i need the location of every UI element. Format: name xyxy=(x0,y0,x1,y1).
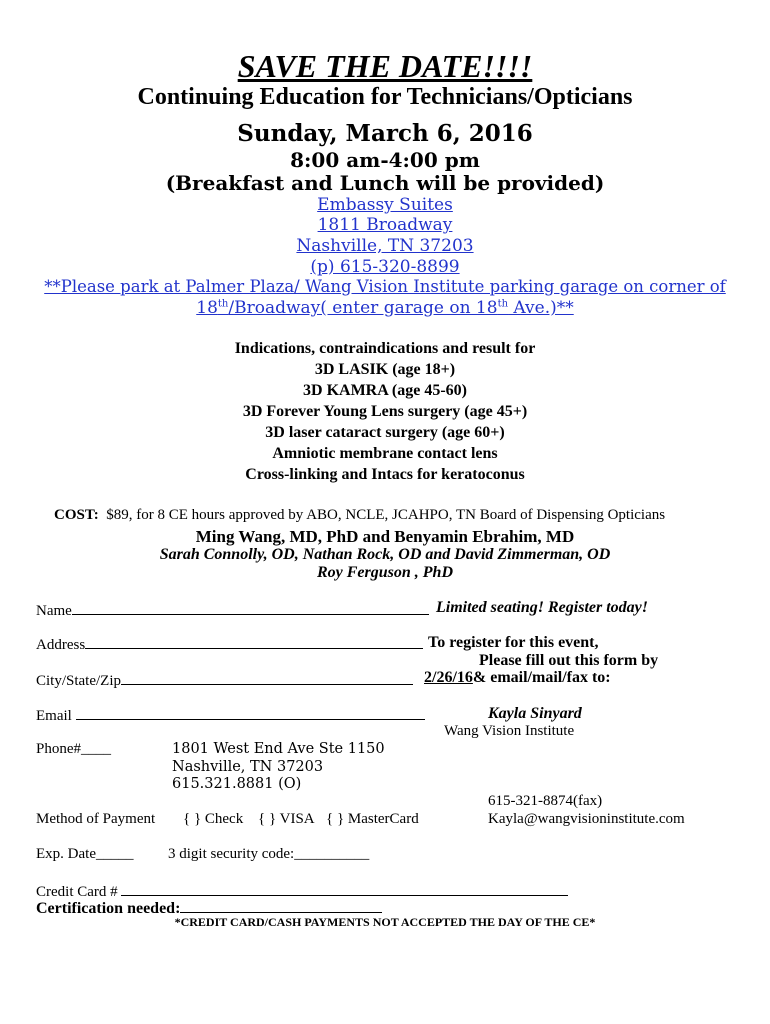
venue-street-row xyxy=(0,215,770,235)
topic-item: 3D KAMRA (age 45-60) xyxy=(303,382,467,399)
meals-note: (Breakfast and Lunch will be provided) xyxy=(165,171,605,195)
event-time: 8:00 am-4:00 pm xyxy=(290,148,480,172)
topic-item: Amniotic membrane contact lens xyxy=(272,445,498,462)
address-label: Address xyxy=(36,637,86,653)
mail-address-line3: 615.321.8881 (O) xyxy=(172,776,302,792)
mail-address-line2: Nashville, TN 37203 xyxy=(172,759,324,775)
register-instruction-2: Please fill out this form by xyxy=(479,652,659,669)
phone-field[interactable]: Phone#____ xyxy=(36,741,111,757)
venue-name-link[interactable]: Embassy Suites xyxy=(317,195,453,215)
venue-phone-link[interactable]: (p) 615-320-8899 xyxy=(310,257,460,277)
address-field[interactable] xyxy=(36,634,423,654)
register-method: & email/mail/fax to: xyxy=(472,669,611,686)
city-state-zip-field[interactable] xyxy=(36,670,413,690)
speakers-line1: Ming Wang, MD, PhD and Benyamin Ebrahim, MD xyxy=(195,527,575,546)
parking-note-line2 xyxy=(0,298,770,318)
parking-text-c: Ave.)** xyxy=(508,298,574,318)
venue-street-link[interactable]: 1811 Broadway xyxy=(317,215,453,235)
certification-blank[interactable] xyxy=(180,898,382,913)
name-field[interactable] xyxy=(36,600,429,620)
contact-org: Wang Vision Institute xyxy=(444,723,575,739)
cost-text: $89, for 8 CE hours approved by ABO, NCLE, JCAHPO, TN Board of Dispensing Opticians xyxy=(106,507,666,523)
topics-intro: Indications, contraindications and result for xyxy=(234,340,536,357)
email-blank[interactable] xyxy=(76,705,425,720)
topic-item: 3D Forever Young Lens surgery (age 45+) xyxy=(242,403,528,420)
city-state-zip-label: City/State/Zip xyxy=(36,673,121,689)
speakers-line2: Sarah Connolly, OD, Nathan Rock, OD and David Zimmerman, OD xyxy=(159,546,611,563)
address-blank[interactable] xyxy=(85,634,423,649)
limited-seating-note: Limited seating! Register today! xyxy=(436,599,648,616)
parking-note-line1 xyxy=(0,277,770,297)
mail-address-line1: 1801 West End Ave Ste 1150 xyxy=(172,741,385,757)
topic-item: 3D LASIK (age 18+) xyxy=(314,361,456,378)
venue-city-row xyxy=(0,236,770,256)
register-instruction-3 xyxy=(424,669,611,687)
certification-label: Certification needed: xyxy=(36,900,181,917)
credit-card-blank[interactable] xyxy=(121,881,568,896)
venue-name-row xyxy=(0,195,770,215)
parking-link-line1[interactable]: **Please park at Palmer Plaza/ Wang Vision Institute parking garage on corner of xyxy=(44,277,726,296)
page-title: SAVE THE DATE!!!! xyxy=(237,48,533,84)
payment-notice: *CREDIT CARD/CASH PAYMENTS NOT ACCEPTED THE DAY OF THE CE* xyxy=(174,915,596,929)
payment-option-check[interactable]: { } Check xyxy=(183,811,244,827)
exp-date-field[interactable]: Exp. Date_____ xyxy=(36,846,134,862)
contact-email: Kayla@wangvisioninstitute.com xyxy=(488,811,685,827)
security-code-field[interactable]: 3 digit security code:__________ xyxy=(168,846,370,862)
name-blank[interactable] xyxy=(72,600,429,615)
email-field[interactable] xyxy=(36,705,425,725)
name-label: Name xyxy=(36,603,72,619)
topic-item: Cross-linking and Intacs for keratoconus xyxy=(245,466,525,483)
contact-fax: 615-321-8874(fax) xyxy=(488,793,603,809)
parking-text-a: 18 xyxy=(196,298,218,318)
parking-text-b: /Broadway( enter garage on 18 xyxy=(228,298,498,318)
event-date: Sunday, March 6, 2016 xyxy=(237,120,533,147)
payment-option-visa[interactable]: { } VISA xyxy=(258,811,315,827)
cost-line xyxy=(54,507,665,524)
email-label: Email xyxy=(36,708,72,724)
parking-sup-2: th xyxy=(497,298,509,310)
register-instruction-1: To register for this event, xyxy=(428,634,599,651)
event-subtitle: Continuing Education for Technicians/Opticians xyxy=(137,84,633,110)
contact-name: Kayla Sinyard xyxy=(488,705,582,722)
city-state-zip-blank[interactable] xyxy=(121,670,413,685)
payment-option-mastercard[interactable]: { } MasterCard xyxy=(326,811,419,827)
payment-method-label: Method of Payment xyxy=(36,811,156,827)
topic-item: 3D laser cataract surgery (age 60+) xyxy=(265,424,505,441)
cost-label: COST: xyxy=(54,507,99,523)
parking-link-line2[interactable] xyxy=(196,298,573,318)
speakers-line3: Roy Ferguson , PhD xyxy=(316,564,454,581)
venue-phone-row xyxy=(0,257,770,277)
venue-city-link[interactable]: Nashville, TN 37203 xyxy=(296,236,474,256)
registration-deadline: 2/26/16 xyxy=(424,669,473,686)
parking-sup-1: th xyxy=(217,298,229,310)
credit-card-label: Credit Card # xyxy=(36,884,118,900)
